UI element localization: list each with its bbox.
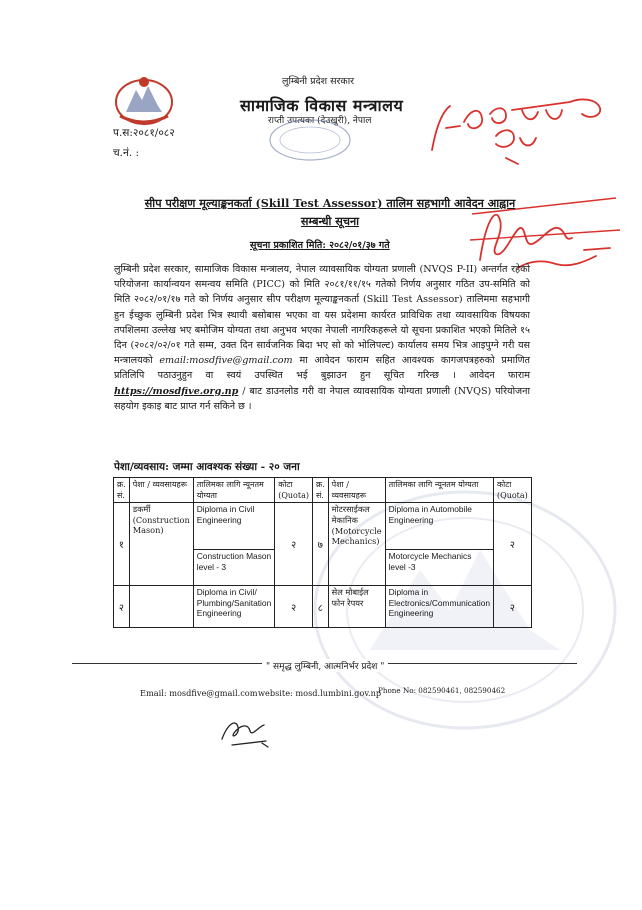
dispatch-number: च.नं. : [113, 147, 140, 159]
cell-occupation: सेल मोबाईल फोन रेपयर [328, 586, 385, 628]
application-form-link[interactable]: https://mosdfive.org.np [114, 385, 239, 397]
reference-number: प.स:२०८१/०८२ [113, 127, 175, 139]
header-qualification: तालिमका लागि न्यूनतम योग्यता [385, 478, 493, 503]
publish-date: सूचना प्रकाशित मिति: २०८२/०१/३७ गते [250, 240, 390, 251]
header-occupation: पेशा / व्यवसायहरू [328, 478, 385, 503]
footer-email[interactable]: Email: mosdfive@gmail.com [140, 688, 258, 698]
cell-quota: २ [275, 586, 313, 628]
cell-sn: ७ [312, 503, 328, 586]
government-emblem [112, 72, 176, 128]
body-part3: / बाट डाउनलोड गरी वा नेपाल व्यावसायिक योग्यता प्रणाली (NVQS) परियोजना सहयोग इकाइ बाट प्राप्त गर्न सकिने छ । [114, 385, 530, 412]
cell-quota: २ [494, 586, 532, 628]
cell-occupation [129, 503, 193, 586]
header-sn: क्र. सं. [114, 478, 130, 503]
positions-summary: पेशा/व्यवसाय: जम्मा आवश्यक संख्या - २० जना [114, 461, 300, 473]
cell-sn: १ [114, 503, 130, 586]
body-part2: मा आवेदन फाराम सहित आवश्यक कागजपत्रहरुको प्रमाणित प्रतिलिपि पठाउनुहुन वा स्वयं उपस्थित भई बुझाउन हुन सूचित गरिन्छ । आवेदन फाराम [114, 355, 530, 382]
occupation-en: (Construction Mason) [132, 515, 190, 535]
header-quota: कोटा (Quota) [275, 478, 313, 503]
header-qualification: तालिमका लागि न्यूनतम योग्यता [193, 478, 274, 503]
government-name: लुम्बिनी प्रदेश सरकार [282, 76, 355, 87]
occupation-np: मोटरसाईकल मेकानिक [331, 504, 370, 525]
cell-qualification: Diploma in Automobile Engineering [385, 503, 493, 550]
cell-sn: २ [114, 586, 130, 628]
cell-sn: ८ [312, 586, 328, 628]
cell-qualification: Diploma in Civil Engineering [193, 503, 274, 550]
header-sn: क्र. सं. [312, 478, 328, 503]
header-occupation: पेशा / व्यवसायहरू [129, 478, 193, 503]
office-stamp [250, 118, 370, 168]
notice-subject: सीप परीक्षण मूल्याङ्कनकर्ता (Skill Test Assessor) तालिम सहभागी आवेदन आह्वान सम्बन्धी सूचना [144, 196, 516, 228]
notice-body [114, 262, 530, 414]
table-header-row [114, 478, 532, 503]
body-part1: लुम्बिनी प्रदेश सरकार, सामाजिक विकास मन्त्रालय, नेपाल व्यावसायिक योग्यता प्रणाली (NVQS P-II) अन्तर्गत रहेको परियोजना कार्यान्वयन समन्वय समिति (PICC) को मिति २०८१/११/१५ गतेको निर्णय अनुसार गठित उप-समिति को मिति २०८२/०१/१७ गते को निर्णय अनुसार सीप परीक्षण मूल्याङ्कनकर्ता (Skill Test Assessor) तालिममा सहभागी हुन ईच्छुक लुम्बिनी प्रदेश भित्र स्थायी बसोबास भएका वा यस प्रदेशमा कार्यरत प्राविधिक तथा व्यावसायिक विषयका तपशिलमा उल्लेख भए बमोजिम योग्यता तथा अनुभव भएका नेपाली नागरिकहरूले यो सूचना प्रकाशित भएको मितिले १५ दिन (२०८२/०२/०१ गते सम्म, उक्त दिन सार्वजनिक बिदा भए सो को भोलिपल्ट) कार्यालय समय भित्र आइपुग्ने गरी यस मन्त्रालयको [114, 264, 530, 367]
table-row [114, 503, 532, 550]
footer-phone: Phone No: 082590461, 082590462 [378, 686, 506, 695]
cell-qualification: Motorcycle Mechanics level -3 [385, 550, 493, 586]
cell-occupation [328, 503, 385, 586]
occupation-en: (Motorcycle Mechanics) [331, 526, 382, 546]
header-quota: कोटा (Quota) [494, 478, 532, 503]
cell-qualification: Diploma in Electronics/Communication Engineering [385, 586, 493, 628]
ministry-title: सामाजिक विकास मन्त्रालय [240, 96, 404, 115]
table-row [114, 586, 532, 628]
contact-email[interactable]: email:mosdfive@gmail.com [159, 355, 293, 367]
cell-quota: २ [494, 503, 532, 586]
footer-website[interactable]: website: mosd.lumbini.gov.np [258, 688, 382, 698]
footer-slogan: " समृद्ध लुम्बिनी, आत्मनिर्भर प्रदेश " [262, 659, 388, 672]
official-signature [218, 713, 278, 749]
ministry-address: राप्ती उपत्यका (देउखुरी), नेपाल [268, 116, 372, 126]
cell-quota: २ [275, 503, 313, 586]
positions-table [113, 477, 532, 628]
handwritten-note [410, 88, 610, 168]
occupation-np: डकर्मी [132, 504, 151, 514]
cell-qualification: Diploma in Civil/ Plumbing/Sanitation Engineering [193, 586, 274, 628]
cell-occupation [129, 586, 193, 628]
cell-qualification: Construction Mason level - 3 [193, 550, 274, 586]
